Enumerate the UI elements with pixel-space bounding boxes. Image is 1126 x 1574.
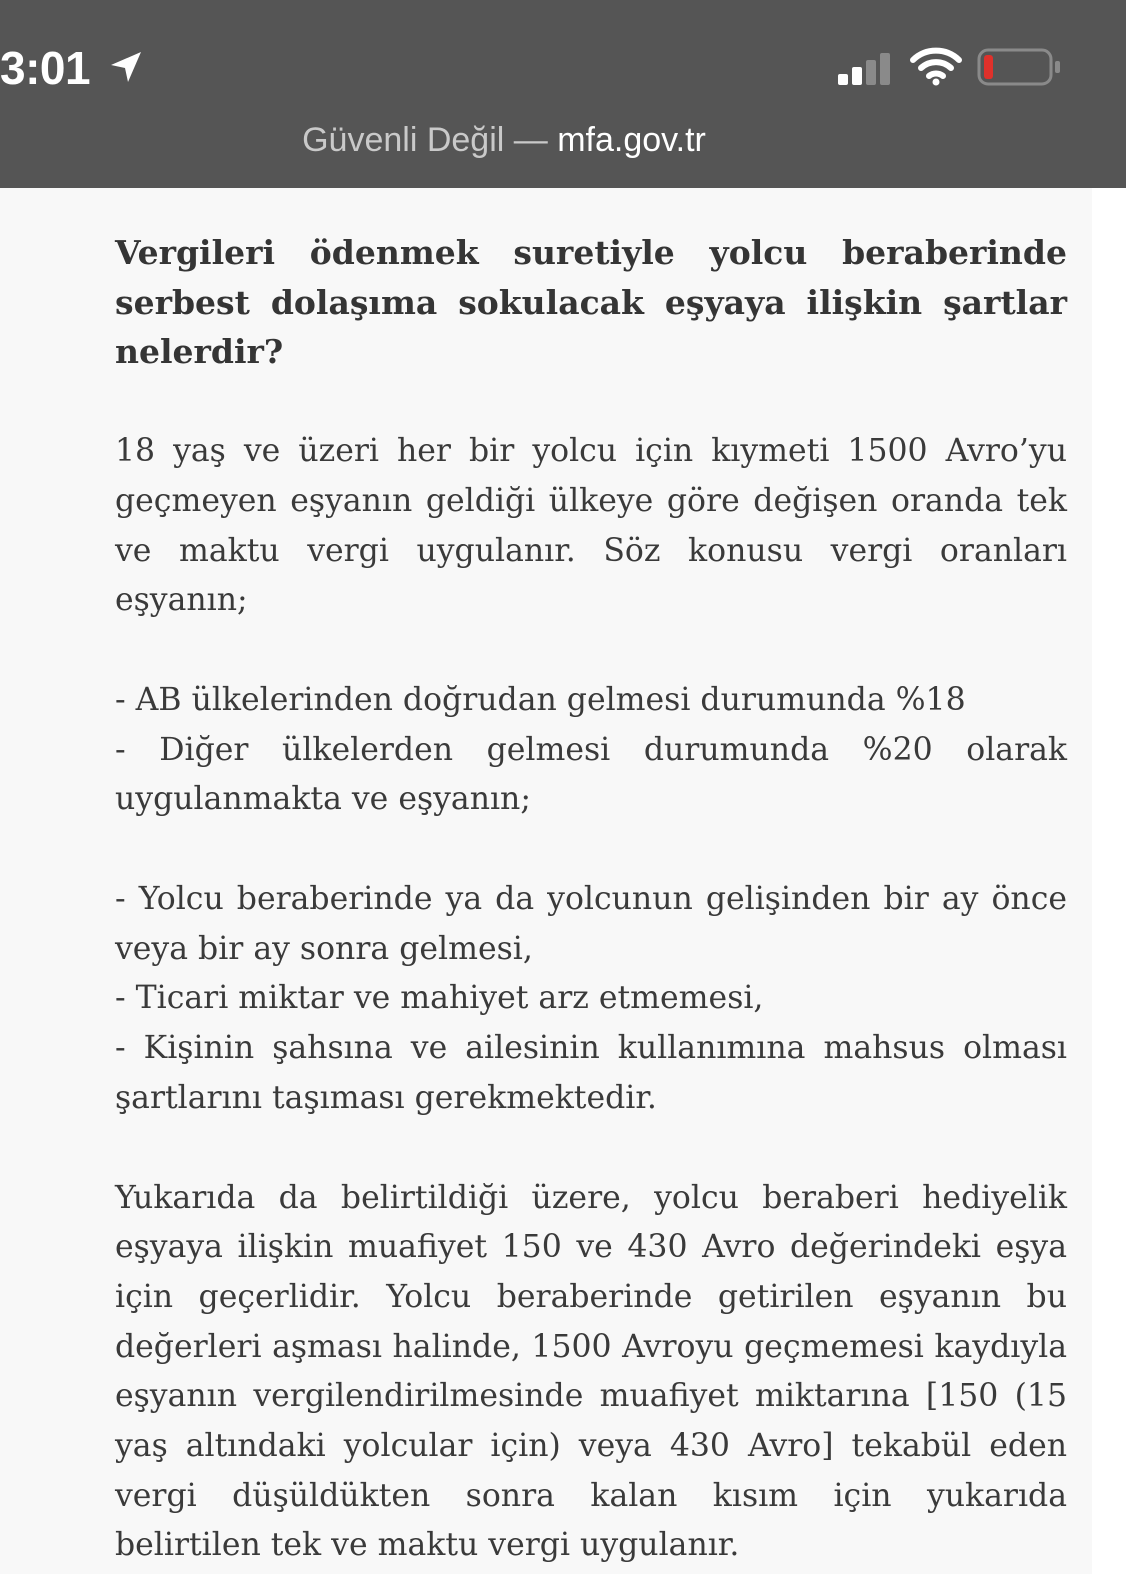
battery-low-icon bbox=[976, 47, 1062, 87]
conditions-list bbox=[115, 875, 1067, 1124]
condition-item-personal-use: - Kişinin şahsına ve ailesinin kullanımına mahsus olması şartlarını taşıması gerekmektedir. bbox=[115, 1030, 1067, 1116]
location-arrow-icon bbox=[108, 49, 144, 85]
article-content bbox=[115, 228, 1067, 1571]
rate-item-other: - Diğer ülkelerden gelmesi durumunda %20 olarak uygulanmakta ve eşyanın; bbox=[115, 731, 1067, 818]
article-heading: Vergileri ödenmek suretiyle yolcu beraberinde serbest dolaşıma sokulacak eşyaya ilişkin şartlar nelerdir? bbox=[115, 233, 1067, 372]
condition-item-commercial: - Ticari miktar ve mahiyet arz etmemesi, bbox=[115, 980, 764, 1017]
browser-top-bar bbox=[0, 0, 1126, 188]
address-separator: — bbox=[504, 121, 558, 159]
address-bar[interactable] bbox=[0, 115, 1008, 165]
cellular-signal-icon bbox=[836, 52, 896, 86]
page-margin bbox=[1092, 188, 1126, 1574]
security-warning-label: Güvenli Değil bbox=[302, 121, 505, 159]
condition-item-timing: - Yolcu beraberinde ya da yolcunun gelişinden bir ay önce veya bir ay sonra gelmesi, bbox=[115, 881, 1067, 967]
status-time: 3:01 bbox=[0, 42, 91, 94]
wifi-icon bbox=[910, 46, 962, 86]
domain-label: mfa.gov.tr bbox=[557, 121, 706, 159]
closing-paragraph: Yukarıda da belirtildiği üzere, yolcu beraberi hediyelik eşyaya ilişkin muafiyet 150 ve 430 Avro değerindeki eşya için geçerlidir. Yolcu beraberinde getirilen eşyanın bu değerleri aşması halinde, 1500 Avroyu geçmemesi kaydıyla eşyanın vergilendirilmesinde muafiyet miktarına [150 (15 yaş altındaki yolcular için) veya 430 Avro] tekabül eden vergi düşüldükten sonra kalan kısım için yukarıda belirtilen tek ve maktu vergi uygulanır. bbox=[115, 1179, 1067, 1564]
rates-list bbox=[115, 676, 1067, 825]
intro-paragraph: 18 yaş ve üzeri her bir yolcu için kıymeti 1500 Avro’yu geçmeyen eşyanın geldiği ülkeye göre değişen oranda tek ve maktu vergi uygulanır. Söz konusu vergi oranları eşyanın; bbox=[115, 433, 1067, 619]
rate-item-eu: - AB ülkelerinden doğrudan gelmesi durumunda %18 bbox=[115, 681, 966, 718]
